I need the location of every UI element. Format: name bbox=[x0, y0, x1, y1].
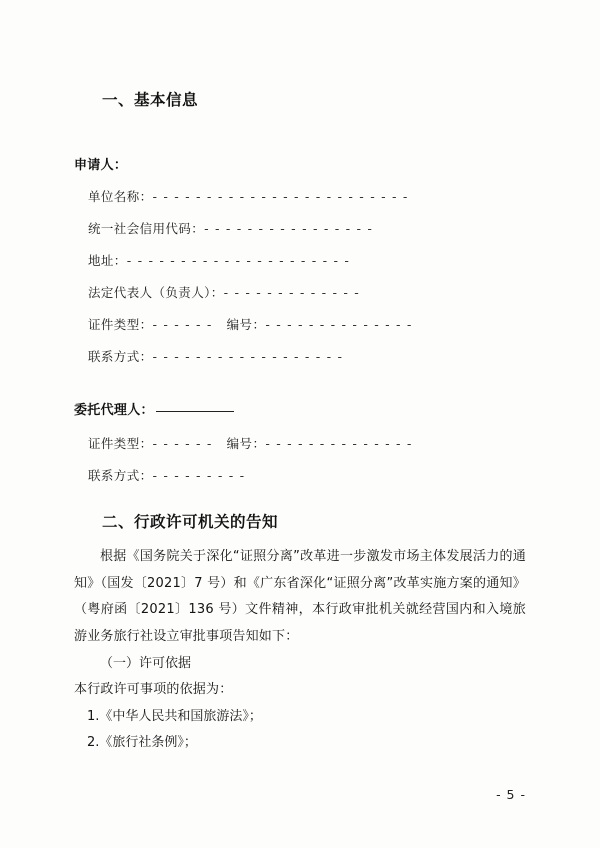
field-agent-id-type-blank: - - - - - - bbox=[152, 436, 213, 451]
field-applicant-id bbox=[88, 315, 526, 333]
field-legal-representative bbox=[88, 283, 526, 301]
field-agent-id-number-blank: - - - - - - - - - - - - - - bbox=[265, 436, 413, 451]
section-two-heading: 二、行政许可机关的告知 bbox=[102, 513, 279, 531]
field-agent-contact-blank: - - - - - - - - - bbox=[152, 468, 246, 483]
field-address bbox=[88, 251, 526, 269]
field-credit-code bbox=[88, 219, 526, 237]
license-basis-intro: 本行政许可事项的依据为： bbox=[74, 682, 233, 698]
license-basis-item: 2.《旅行社条例》； bbox=[87, 735, 197, 751]
agent-name-blank bbox=[156, 411, 234, 412]
field-unit-name-blank: - - - - - - - - - - - - - - - - - - - - - - - - bbox=[152, 189, 409, 204]
applicant-label: 申请人： bbox=[74, 158, 128, 173]
field-address-label: 地址： bbox=[88, 253, 127, 268]
section-two-paragraph: 根据《国务院关于深化“证照分离”改革进一步激发市场主体发展活力的通知》（国发〔2021〕7 号）和《广东省深化“证照分离”改革实施方案的通知》（粤府函〔2021〕136 号）文件精神，本行政审批机关就经营国内和入境旅游业务旅行社设立审批事项告知如下： bbox=[74, 549, 526, 644]
field-credit-code-blank: - - - - - - - - - - - - - - - - bbox=[204, 221, 374, 236]
field-id-type-blank: - - - - - - bbox=[152, 317, 213, 332]
field-applicant-contact bbox=[88, 347, 526, 365]
field-agent-id-number-label: 编号： bbox=[226, 436, 266, 451]
field-legal-representative-blank: - - - - - - - - - - - - - bbox=[223, 285, 360, 300]
agent-block bbox=[74, 399, 526, 418]
field-agent-contact-label: 联系方式： bbox=[88, 468, 153, 483]
field-credit-code-label: 统一社会信用代码： bbox=[88, 221, 205, 236]
field-id-number-blank: - - - - - - - - - - - - - - bbox=[265, 317, 413, 332]
section-one-heading: 一、基本信息 bbox=[102, 91, 199, 109]
field-id-number-label: 编号： bbox=[226, 317, 266, 332]
agent-label: 委托代理人： bbox=[74, 403, 154, 418]
field-address-blank: - - - - - - - - - - - - - - - - - - - - - bbox=[126, 253, 351, 268]
field-legal-representative-label: 法定代表人（负责人）： bbox=[88, 285, 224, 300]
field-unit-name-label: 单位名称： bbox=[88, 189, 153, 204]
field-agent-contact bbox=[88, 466, 526, 484]
subsection-license-basis-heading: （一）许可依据 bbox=[100, 655, 192, 671]
field-id-type-label: 证件类型： bbox=[88, 317, 153, 332]
field-applicant-contact-blank: - - - - - - - - - - - - - - - - - - bbox=[152, 349, 344, 364]
field-applicant-contact-label: 联系方式： bbox=[88, 349, 153, 364]
page-number: - 5 - bbox=[496, 787, 526, 802]
license-basis-item: 1.《中华人民共和国旅游法》； bbox=[87, 708, 262, 724]
field-unit-name bbox=[88, 187, 526, 205]
field-agent-id bbox=[88, 434, 526, 452]
field-agent-id-type-label: 证件类型： bbox=[88, 436, 153, 451]
